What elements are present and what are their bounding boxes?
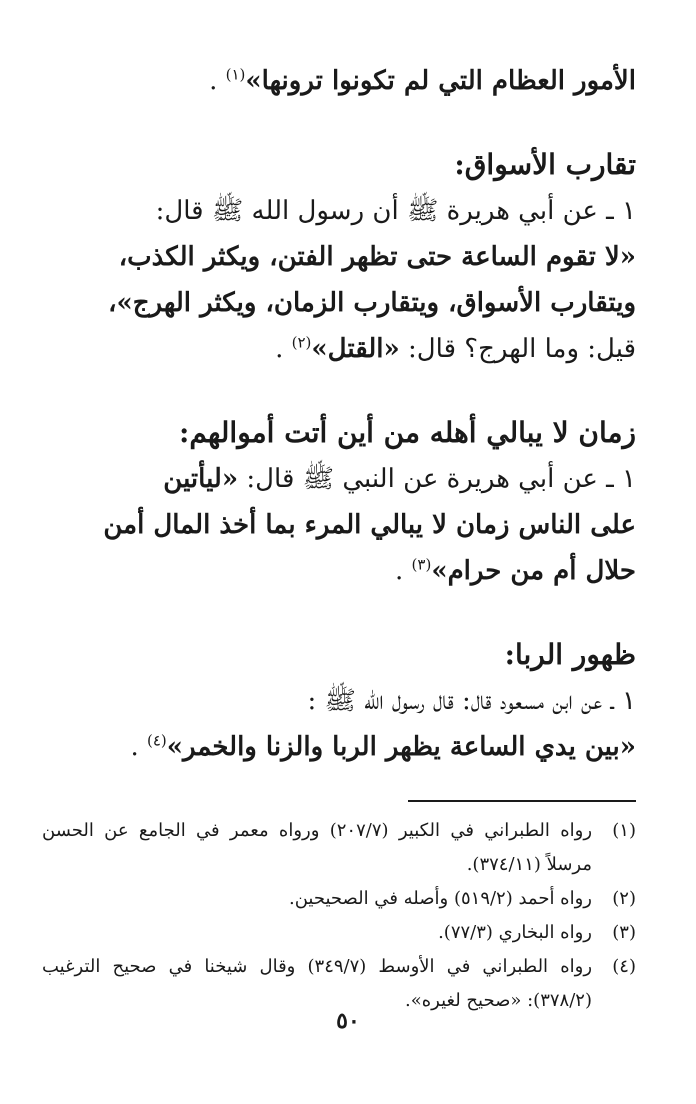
narration-text: قيل: وما الهرج؟ قال:	[399, 334, 636, 364]
footnote-ref-1: (١)	[225, 65, 246, 84]
hadith-line	[42, 678, 636, 724]
footnotes	[42, 814, 636, 1018]
hadith-text: «ليأتين	[163, 464, 239, 494]
hadith-text: «القتل»	[311, 334, 400, 364]
hadith-text: حلال أم من حرام»	[431, 556, 636, 586]
hadith-line	[42, 280, 636, 326]
footnote-text: رواه الطبراني في الأوسط (٣٤٩/٧) وقال شيخنا في صحيح الترغيب (٣٧٨/٢): «صحيح لغيره».	[42, 956, 593, 1011]
footnote-number: (٤)	[612, 956, 636, 977]
line-end: .	[395, 556, 412, 586]
hadith-line	[42, 502, 636, 548]
footnote-number: (١)	[612, 820, 636, 841]
hadith-text: «بين يدي الساعة يظهر الربا والزنا والخمر»	[166, 732, 636, 762]
hadith-line	[42, 456, 636, 502]
section-title-wealth: زمان لا يبالي أهله من أين أتت أموالهم:	[179, 416, 636, 449]
narration-text: ١ ـ عن ابن مسعود قال: قال رسول الله ﷺ :	[307, 686, 636, 716]
hadith-line	[42, 188, 636, 234]
section-title-usury: ظهور الربا:	[504, 638, 636, 671]
intro-text: الأمور العظام التي لم تكونوا ترونها»	[245, 66, 636, 96]
hadith-line	[42, 234, 636, 280]
line-end: .	[275, 334, 292, 364]
footnote-text: رواه البخاري (٧٧/٣).	[438, 922, 592, 943]
line-end: .	[130, 732, 147, 762]
footnote-number: (٢)	[612, 888, 636, 909]
footnote-ref-4: (٤)	[146, 731, 167, 750]
footnote-item	[42, 814, 636, 882]
section-title-markets: تقارب الأسواق:	[454, 148, 636, 181]
narration-text: ١ ـ عن أبي هريرة ﷺ أن رسول الله ﷺ قال:	[155, 196, 636, 226]
page-number: ٥٠	[336, 1008, 360, 1034]
hadith-text: «لا تقوم الساعة حتى تظهر الفتن، ويكثر الكذب،	[118, 242, 636, 272]
hadith-text: ويتقارب الأسواق، ويتقارب الزمان، ويكثر الهرج»،	[108, 288, 636, 318]
intro-end: .	[209, 66, 226, 96]
intro-line	[42, 58, 636, 104]
hadith-line	[42, 326, 636, 372]
footnote-divider	[408, 800, 636, 802]
hadith-line	[42, 724, 636, 770]
footnote-item	[42, 916, 636, 950]
footnote-number: (٣)	[612, 922, 636, 943]
footnote-ref-3: (٣)	[411, 555, 432, 574]
narration-text: ١ ـ عن أبي هريرة عن النبي ﷺ قال:	[238, 464, 636, 494]
footnote-ref-2: (٢)	[291, 333, 312, 352]
footnote-item	[42, 882, 636, 916]
footnote-text: رواه أحمد (٥١٩/٢) وأصله في الصحيحين.	[288, 888, 592, 909]
footnote-text: رواه الطبراني في الكبير (٢٠٧/٧) ورواه معمر في الجامع عن الحسن مرسلاً (٣٧٤/١١).	[42, 820, 593, 875]
hadith-line	[42, 548, 636, 594]
hadith-text: على الناس زمان لا يبالي المرء بما أخذ المال أمن	[103, 510, 636, 540]
